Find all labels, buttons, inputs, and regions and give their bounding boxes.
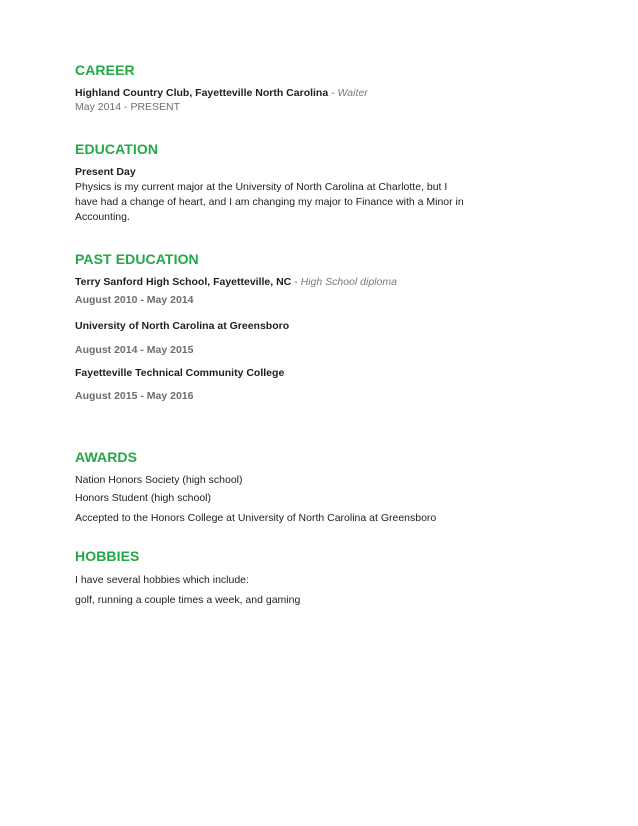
career-dates: May 2014 - PRESENT [75,101,181,113]
past-education-degree-1: High School diploma [300,276,397,288]
hobbies-line-1: I have several hobbies which include: [75,574,249,586]
past-education-separator-1: - [291,276,301,288]
past-education-dates-1: August 2010 - May 2014 [75,294,194,306]
award-item-2: Honors Student (high school) [75,492,211,504]
awards-heading: AWARDS [75,449,138,465]
award-item-1: Nation Honors Society (high school) [75,474,243,486]
career-heading: CAREER [75,62,135,78]
education-heading: EDUCATION [75,141,159,157]
past-education-school-3: Fayetteville Technical Community College [75,367,285,379]
career-entry [75,86,368,100]
hobbies-line-2: golf, running a couple times a week, and gaming [75,594,301,606]
career-role: Waiter [337,87,368,99]
past-education-dates-3: August 2015 - May 2016 [75,390,194,402]
past-education-entry-1 [75,275,397,289]
hobbies-heading: HOBBIES [75,548,140,564]
past-education-dates-2: August 2014 - May 2015 [75,344,194,356]
past-education-heading: PAST EDUCATION [75,251,199,267]
career-separator: - [328,87,338,99]
career-employer: Highland Country Club, Fayetteville North Carolina [75,87,329,99]
past-education-school-2: University of North Carolina at Greensboro [75,320,290,332]
education-label: Present Day [75,166,136,178]
award-item-3: Accepted to the Honors College at University of North Carolina at Greensboro [75,512,437,524]
education-description: Physics is my current major at the University of North Carolina at Charlotte, but I have had a change of heart, and I am changing my major to Finance with a Minor in Accounting. [75,181,464,223]
past-education-school-1: Terry Sanford High School, Fayetteville, NC [75,276,292,288]
